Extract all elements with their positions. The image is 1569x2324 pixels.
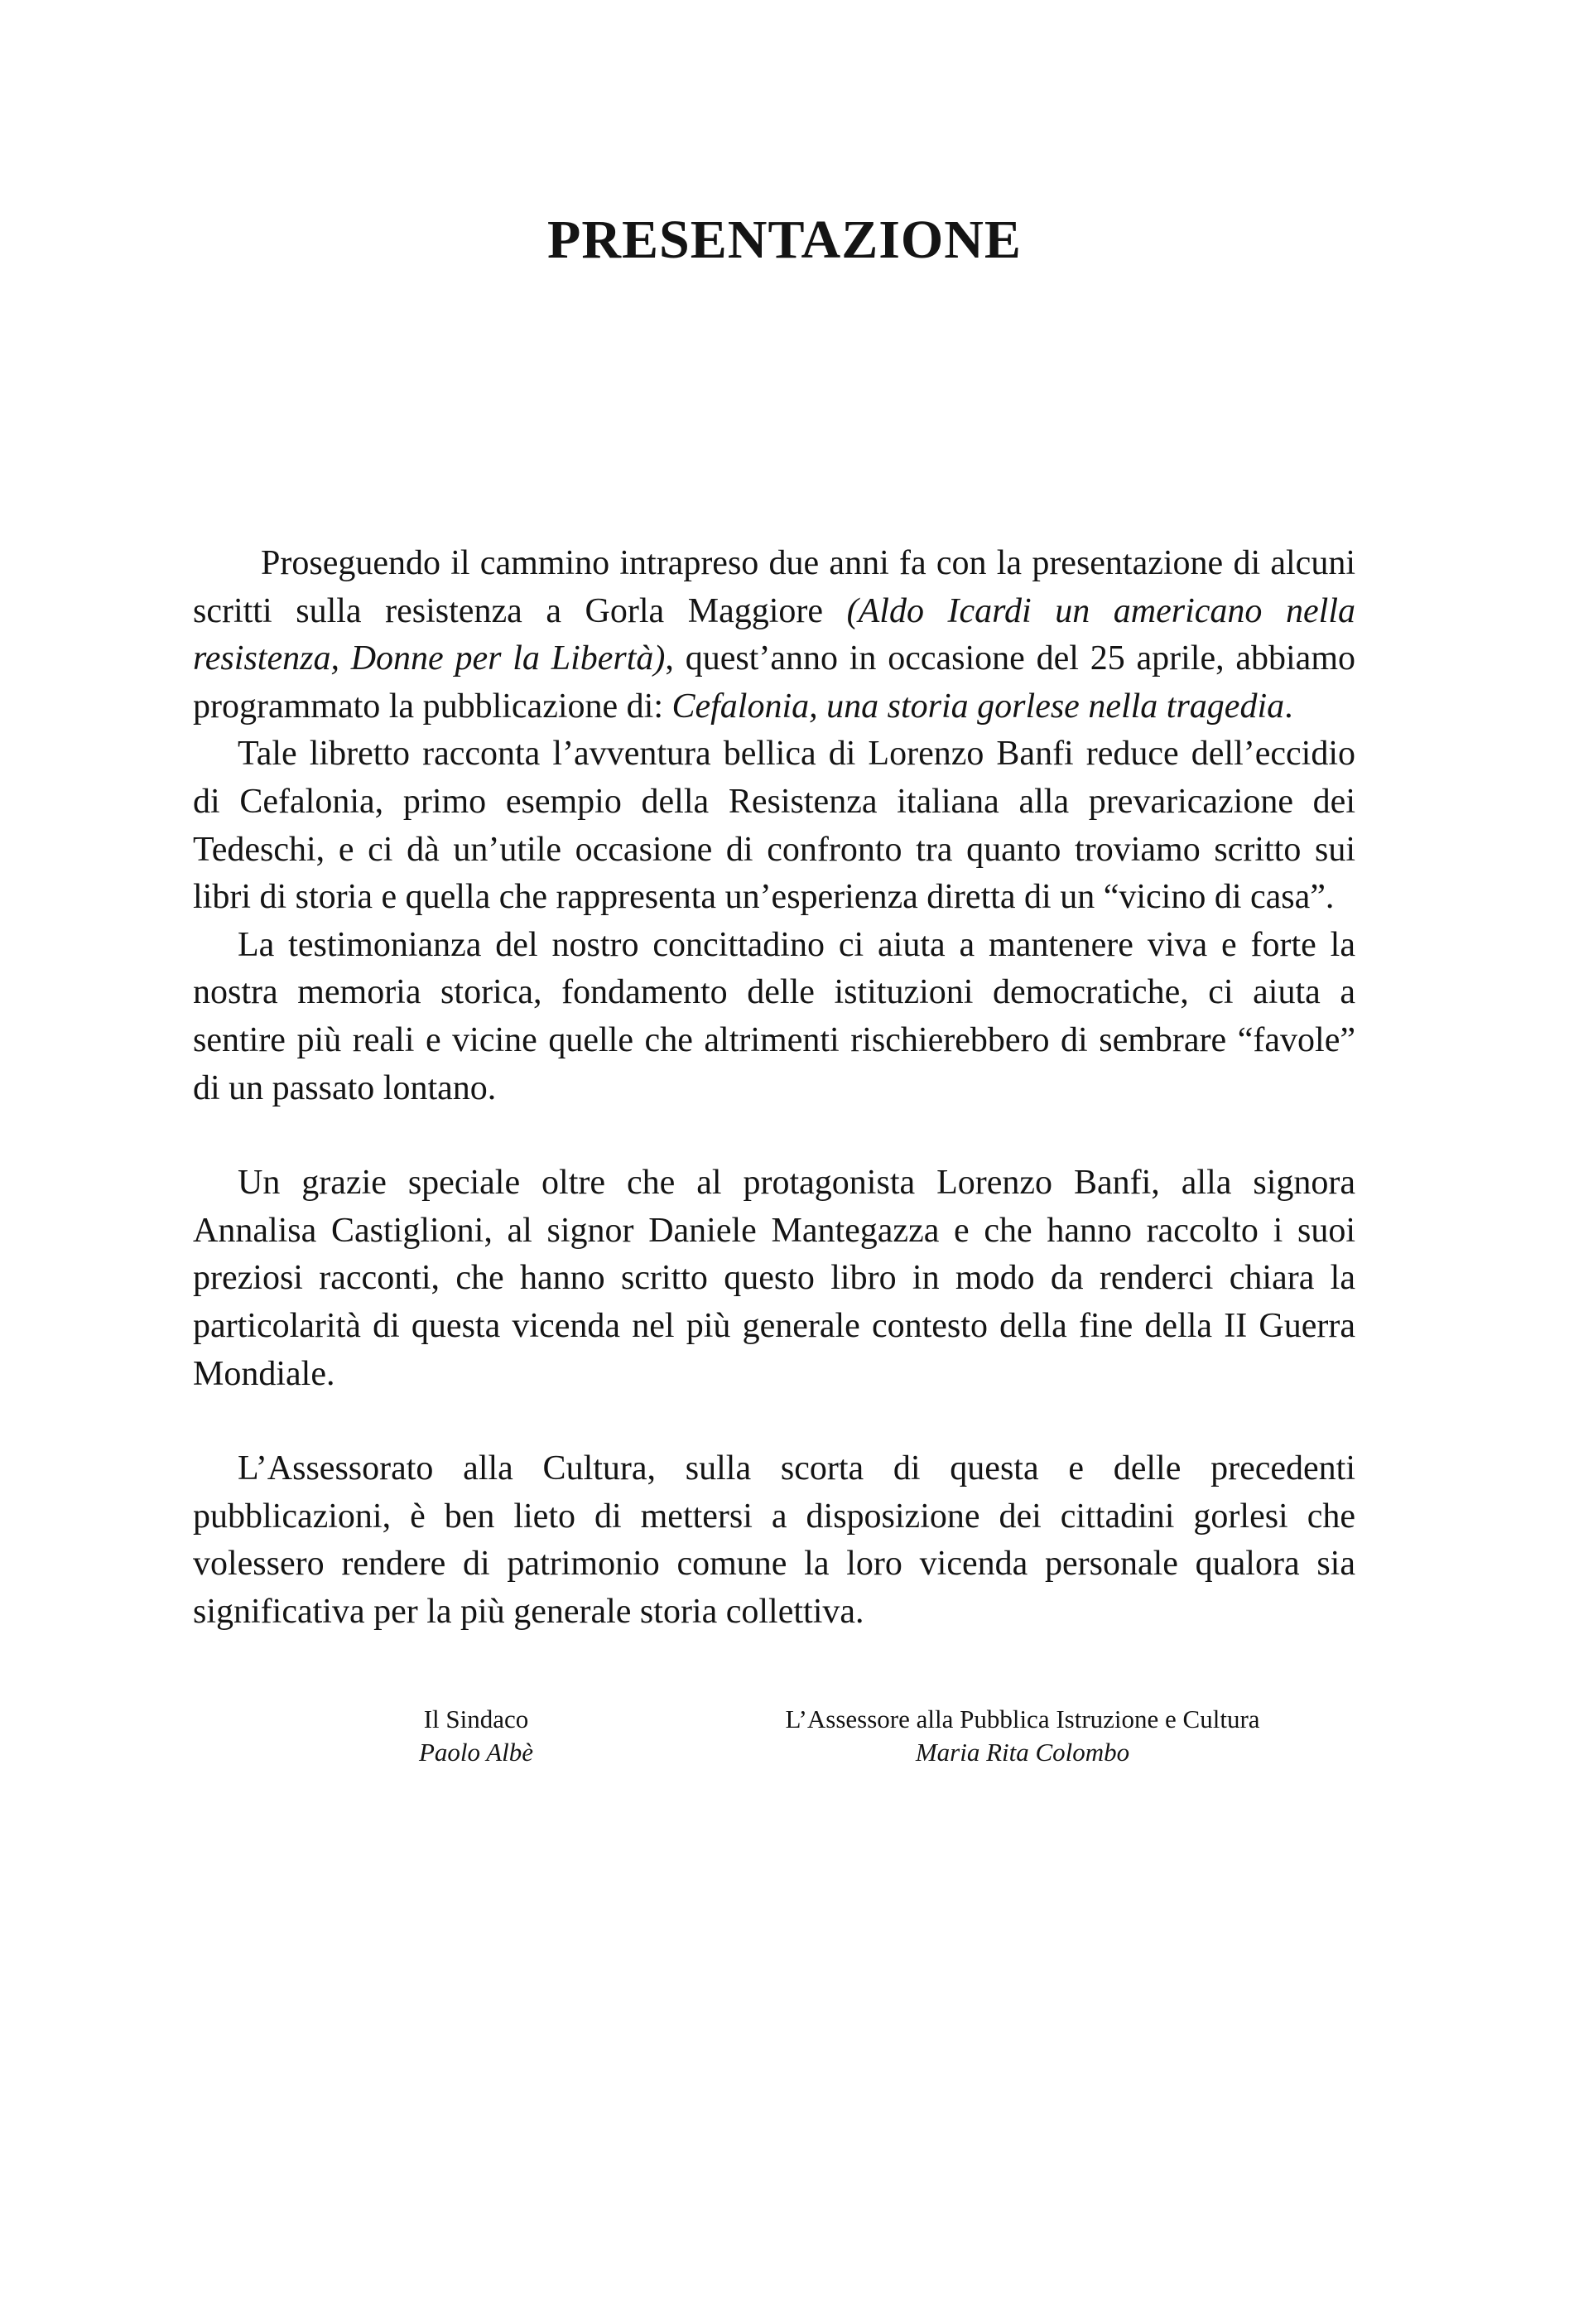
signature-mayor-role: Il Sindaco [423, 1704, 529, 1733]
page-title: PRESENTAZIONE [547, 210, 1022, 270]
signature-councillor-role: L’Assessore alla Pubblica Istruzione e Cultura [785, 1704, 1260, 1733]
paragraph-1-book-title: Cefalonia, una storia gorlese nella tragedia [671, 687, 1285, 726]
paragraph-5: L’Assessorato alla Cultura, sulla scorta di questa e delle precedenti pubblicazioni, è ben lieto di mettersi a disposizione dei cittadini gorlesi che volessero rendere di patrimonio comune la loro vicenda personale qualora sia significativa per la più generale storia collettiva. [193, 1449, 1355, 1631]
paragraph-1-text-e: . [1284, 687, 1293, 726]
paragraph-4: Un grazie speciale oltre che al protagonista Lorenzo Banfi, alla signora Annalisa Castiglioni, al signor Daniele Mantegazza e che hanno raccolto i suoi preziosi racconti, che hanno scritto questo libro in modo da renderci chiara la particolarità di questa vicenda nel più generale contesto della fine della II Guerra Mondiale. [193, 1164, 1355, 1393]
signature-mayor [368, 1703, 584, 1769]
signature-mayor-name: Paolo Albè [418, 1738, 534, 1767]
body-text [193, 540, 1355, 1636]
signature-councillor-name: Maria Rita Colombo [915, 1738, 1130, 1767]
paragraph-2: Tale libretto racconta l’avventura bellica di Lorenzo Banfi reduce dell’eccidio di Cefalonia, primo esempio della Resistenza italiana alla prevaricazione dei Tedeschi, e ci dà un’utile occasione di confronto tra quanto troviamo scritto sui libri di storia e quella che rappresenta un’esperienza diretta di un “vicino di casa”. [193, 735, 1355, 917]
paragraph-1 [193, 540, 1355, 730]
paragraph-1-text-a: Proseguendo il cammino intrapreso due anni fa con la presentazione di alcuni scritti sulla resistenza a Gorla Maggiore [193, 544, 1355, 630]
paragraph-1-title-refs: (Aldo Icardi un americano nella resistenza, Donne per la Libertà) [193, 591, 1355, 678]
signature-councillor [724, 1703, 1321, 1769]
paragraph-3: La testimonianza del nostro concittadino ci aiuta a mantenere viva e forte la nostra memoria storica, fondamento delle istituzioni democratiche, ci aiuta a sentire più reali e vicine quelle che altrimenti rischierebbero di sembrare “favole” di un passato lontano. [193, 925, 1355, 1107]
signatures [0, 1703, 1569, 1802]
paragraph-1-text-c: , quest’anno in occasione del 25 aprile, abbiamo programmato la pubblicazione di: [193, 639, 1355, 726]
